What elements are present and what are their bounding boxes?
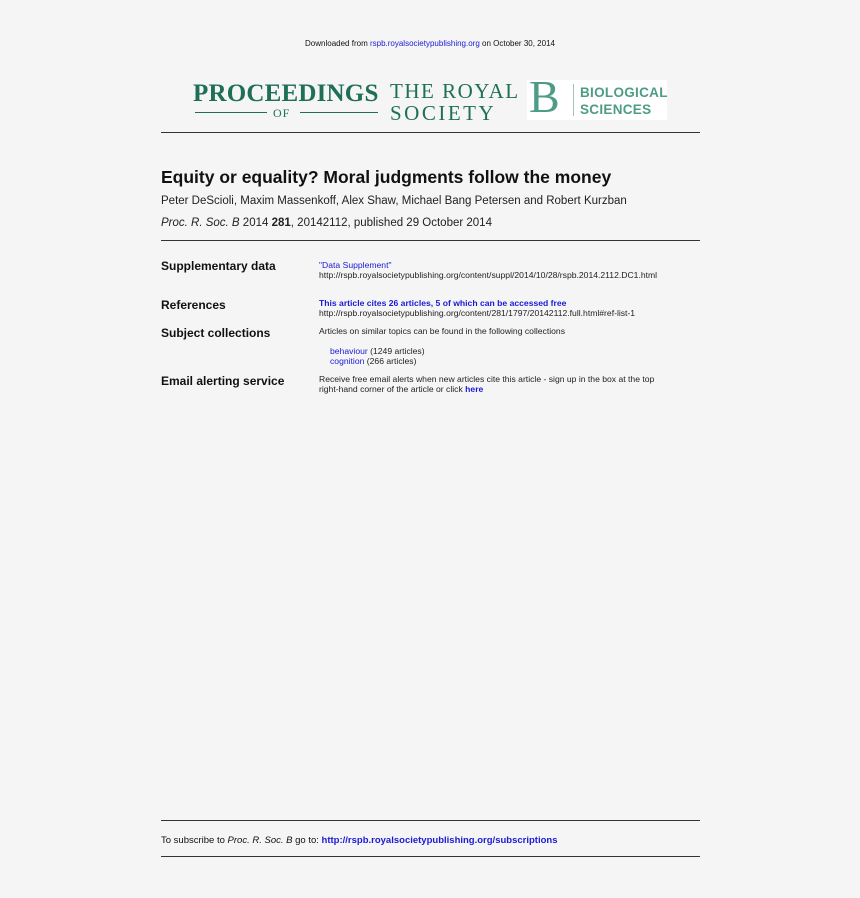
references-url[interactable]: http://rspb.royalsocietypublishing.org/content/281/1797/20142112.full.html#ref-list-1 bbox=[319, 308, 636, 318]
email-alerting-label: Email alerting service bbox=[161, 374, 285, 388]
logo-biological-sciences: BIOLOGICAL SCIENCES bbox=[580, 85, 668, 117]
download-notice: Downloaded from rspb.royalsocietypublishing.org on October 30, 2014 bbox=[305, 39, 555, 48]
logo-divider bbox=[573, 84, 574, 116]
logo-of-rule-right bbox=[300, 112, 378, 113]
logo-b-letter: B bbox=[529, 71, 560, 122]
logo-proceedings: PROCEEDINGS bbox=[193, 80, 379, 107]
header-rule bbox=[161, 132, 700, 133]
list-item: cognition (266 articles) bbox=[330, 356, 417, 366]
email-alerting-text: Receive free email alerts when new articles cite this article - sign up in the box at the top right-hand corner of the article or click here bbox=[319, 374, 655, 394]
references-value bbox=[319, 298, 701, 318]
logo-royal-society: THE ROYAL SOCIETY bbox=[390, 79, 520, 125]
subscriptions-link[interactable]: http://rspb.royalsocietypublishing.org/subscriptions bbox=[321, 835, 558, 846]
article-citation: Proc. R. Soc. B 2014 281, 20142112, published 29 October 2014 bbox=[161, 217, 492, 229]
supplementary-url[interactable]: http://rspb.royalsocietypublishing.org/content/suppl/2014/10/28/rspb.2014.2112.DC1.html bbox=[319, 270, 658, 280]
logo-of-rule-left bbox=[195, 112, 267, 113]
article-title: Equity or equality? Moral judgments follow the money bbox=[161, 167, 612, 187]
download-site-link[interactable]: rspb.royalsocietypublishing.org bbox=[369, 39, 480, 48]
supplementary-value bbox=[319, 260, 701, 280]
subject-collections-list bbox=[330, 346, 630, 366]
references-cites-link[interactable]: This article cites 26 articles, 5 of which can be accessed free bbox=[319, 298, 567, 308]
article-rule bbox=[161, 240, 700, 241]
subject-collections-label: Subject collections bbox=[161, 326, 271, 340]
references-label: References bbox=[161, 298, 226, 312]
collection-cognition-link[interactable]: cognition bbox=[330, 356, 365, 366]
data-supplement-link[interactable]: "Data Supplement" bbox=[319, 260, 392, 270]
subscribe-notice: To subscribe to Proc. R. Soc. B go to: http://rspb.royalsocietypublishing.org/subscriptions bbox=[161, 835, 558, 846]
list-item: behaviour (1249 articles) bbox=[330, 346, 425, 356]
email-alert-here-link[interactable]: here bbox=[465, 384, 484, 394]
logo-of: OF bbox=[273, 106, 291, 120]
footer-rule-top bbox=[161, 820, 700, 821]
article-authors: Peter DeScioli, Maxim Massenkoff, Alex Shaw, Michael Bang Petersen and Robert Kurzban bbox=[161, 195, 627, 207]
supplementary-label: Supplementary data bbox=[161, 259, 276, 273]
footer-rule-bottom bbox=[161, 856, 700, 857]
subject-collections-intro: Articles on similar topics can be found in the following collections bbox=[319, 326, 566, 336]
collection-behaviour-link[interactable]: behaviour bbox=[330, 346, 368, 356]
